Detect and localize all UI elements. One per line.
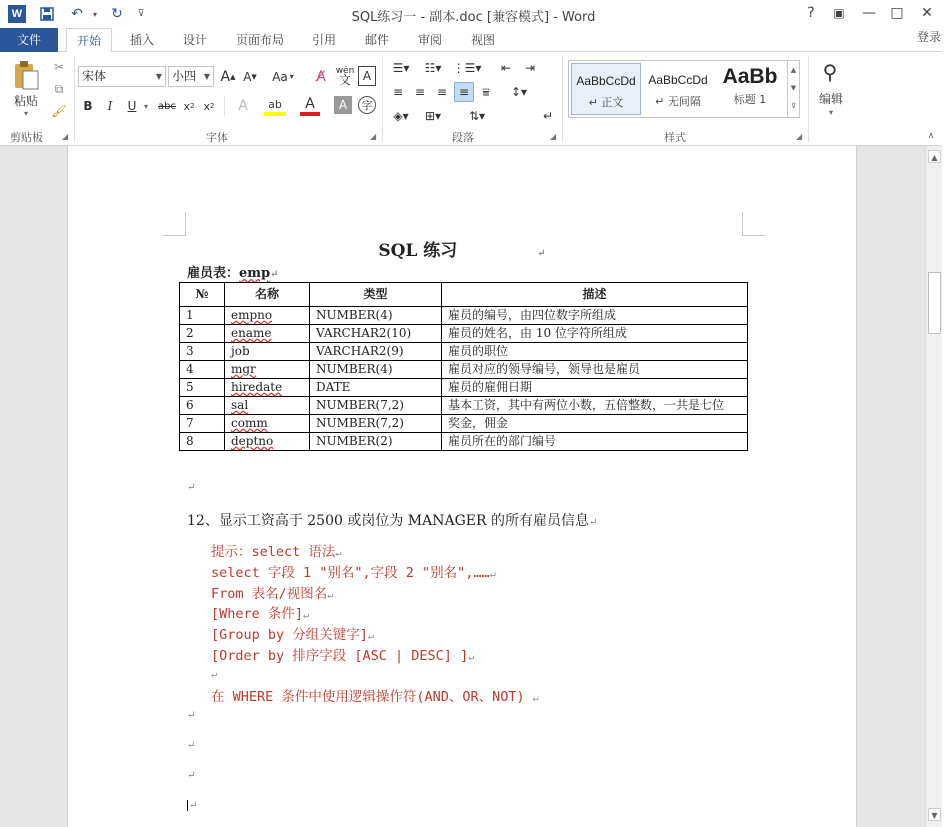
bullets-icon[interactable]: ☰▾ [392,61,410,75]
help-button[interactable]: ? [807,5,815,21]
tab-mailings[interactable]: 邮件 [365,33,390,47]
redo-icon[interactable]: ↻ [111,6,123,22]
underline-icon[interactable]: U [127,99,137,113]
style-preview: AaBb [722,65,778,88]
table-cell [225,307,310,325]
chevron-down-icon: ▼ [203,72,210,81]
emp-table [179,282,748,451]
hint-text: [Order by 排序字段 [ASC | DESC] ] [211,648,469,664]
hint-line [211,602,309,622]
cut-icon[interactable]: ✂ [53,60,65,74]
paragraph-mark: ↵ [537,248,546,259]
empty-paragraph: ↵ [187,740,196,751]
distributed-icon[interactable]: ⩸ [482,84,490,99]
table-row [180,307,748,325]
table-caption-name: emp [239,266,271,281]
align-left-icon[interactable]: ≡ [392,85,404,99]
font-size-value: 小四 [172,69,197,83]
cell-text: NUMBER(7,2) [316,398,404,412]
separator [224,96,225,116]
table-row [180,325,748,343]
superscript-icon[interactable]: x 2 [203,99,215,113]
table-header-row [180,283,748,307]
hint-line [211,623,374,643]
cell-text: NUMBER(2) [316,434,393,448]
empty-paragraph: ↵ [187,710,196,721]
table-cell [310,379,442,397]
table-row [180,397,748,415]
scroll-thumb[interactable] [928,272,941,334]
tab-home[interactable]: 开始 [66,28,112,53]
character-border-icon[interactable]: A [358,66,376,86]
font-size-combo[interactable] [168,66,214,87]
table-row [180,415,748,433]
table-cell [225,415,310,433]
scroll-down-icon[interactable]: ▼ [928,808,941,821]
text-cursor: ↵ [189,800,198,811]
hint-line [211,644,474,664]
change-case-button[interactable]: Aa ▾ [272,69,294,84]
numbering-icon[interactable]: ☷▾ [424,61,442,75]
show-marks-icon[interactable]: ↵ [542,109,554,123]
table-cell [442,361,748,379]
cell-text: NUMBER(4) [316,362,393,376]
cell-text: 雇员对应的领导编号，领导也是雇员 [448,362,641,376]
chevron-down-icon: ▼ [155,72,162,81]
borders-icon[interactable]: ⊞▾ [424,109,442,123]
cell-text: 类型 [363,287,388,301]
cell-text: 描述 [582,287,607,301]
table-cell [180,379,225,397]
table-row [180,343,748,361]
tab-references[interactable]: 引用 [312,33,337,47]
binoculars-icon[interactable]: ⚲ [822,60,838,84]
decrease-indent-icon[interactable]: ⇤ [500,61,512,75]
font-launcher-icon[interactable]: ◢ [370,132,377,141]
clipboard-launcher-icon[interactable]: ◢ [62,132,69,141]
table-cell [180,415,225,433]
table-cell [180,361,225,379]
empty-paragraph: ↵ [187,482,196,493]
table-cell [310,307,442,325]
hint-line [211,685,539,705]
bold-icon[interactable]: B [83,99,93,113]
multilevel-list-icon[interactable]: ⋮☰▾ [452,61,482,75]
highlight-icon[interactable]: ab [264,96,286,116]
cell-text: VARCHAR2(9) [316,344,404,358]
hint-line [211,561,496,581]
vertical-scrollbar[interactable] [925,146,942,827]
ribbon-display-options-button[interactable]: ▣ [833,6,845,20]
undo-dropdown-icon[interactable]: ▾ [92,9,97,19]
editing-dropdown-icon[interactable]: ▾ [828,107,833,117]
scroll-up-icon[interactable]: ▲ [928,150,941,163]
table-caption-text: 雇员表： [187,266,240,281]
table-cell [225,433,310,451]
table-caption [187,262,279,281]
paste-dropdown-icon[interactable]: ▾ [23,108,28,118]
table-cell [442,415,748,433]
collapse-ribbon-icon[interactable]: ∧ [927,131,935,141]
cell-text: sal [231,398,249,412]
table-cell [442,379,748,397]
table-row [180,361,748,379]
document-page[interactable] [67,146,857,827]
hint-text: select 字段 1 "别名",字段 2 "别名",…… [211,565,490,581]
table-header [442,283,748,307]
table-cell [442,397,748,415]
table-cell [310,415,442,433]
sort-icon[interactable]: ⇅▾ [468,109,486,123]
group-divider [382,56,383,142]
group-divider [562,56,563,142]
strikethrough-icon[interactable]: abc [158,100,176,112]
crop-mark-top-right [742,212,766,236]
table-cell [225,325,310,343]
table-cell [180,343,225,361]
paragraph-mark: ↵ [589,517,598,528]
window-title: SQL练习一 - 副本.doc [兼容模式] - Word [351,10,596,25]
hint-line [211,582,333,602]
paragraph-mark: ↵ [489,569,496,580]
cell-text: 6 [186,398,194,412]
table-row [180,379,748,397]
close-button[interactable]: ✕ [921,5,933,21]
clear-formatting-icon[interactable]: A̸ [316,68,326,85]
style-preview: AaBbCcDd [648,73,708,87]
paragraph-mark: ↵ [303,610,310,621]
paragraph-mark: ↵ [367,631,374,642]
cell-text: 雇员所在的部门编号 [448,434,557,448]
table-cell [225,379,310,397]
cell-text: 雇员的职位 [448,344,509,358]
cell-text: job [231,344,250,358]
cell-text: mgr [231,362,256,376]
crop-mark-top-left [162,212,186,236]
table-cell [310,325,442,343]
tab-design[interactable]: 设计 [183,33,208,47]
title-bar [0,0,947,28]
paragraph-mark: ↵ [532,693,539,704]
styles-scroll[interactable]: ▲ ▼ ⊽ [787,61,799,117]
format-painter-icon[interactable]: 🖌 [51,104,67,118]
style-heading-1[interactable] [715,63,785,115]
cell-text: 8 [186,434,194,448]
table-header [310,283,442,307]
table-cell [310,343,442,361]
cell-text: 雇员的编号，由四位数字所组成 [448,308,617,322]
hint-text: 在 WHERE 条件中使用逻辑操作符(AND、OR、NOT) [211,689,525,705]
style-name: 标题 1 [733,93,767,106]
underline-dropdown-icon[interactable]: ▾ [143,101,148,111]
hint-line [211,665,217,681]
ribbon-tabs [0,28,947,52]
paragraph-mark: ↵ [270,269,279,280]
tab-insert[interactable]: 插入 [130,33,155,47]
shading-icon[interactable]: ◈▾ [393,109,409,123]
align-center-icon[interactable]: ≡ [414,85,426,99]
group-divider [808,56,809,142]
cell-text: 5 [186,380,194,394]
styles-launcher-icon[interactable]: ◢ [796,132,803,141]
paragraph-mark: ↵ [335,548,342,559]
cell-text: ename [231,326,272,340]
cell-text: hiredate [231,380,283,394]
shrink-font-icon[interactable]: A ▼ [243,69,257,84]
cell-text: deptno [231,434,274,448]
change-case-label: Aa [272,69,288,84]
style-no-spacing[interactable] [643,63,713,115]
tab-view[interactable]: 视图 [471,33,496,47]
tab-review[interactable]: 审阅 [418,33,443,47]
table-cell [310,433,442,451]
text-effects-icon[interactable]: A [238,98,248,114]
clipboard-group-label: 剪贴板 [10,131,43,144]
character-shading-icon[interactable]: A [334,96,352,114]
table-cell [442,343,748,361]
minimize-button[interactable]: — [862,5,876,21]
cell-text: DATE [316,380,351,394]
table-cell [180,325,225,343]
subscript-icon[interactable]: x 2 [183,99,195,113]
cell-text: NUMBER(4) [316,308,393,322]
cell-text: 7 [186,416,194,430]
cell-text: 雇员的姓名，由 10 位字符所组成 [448,326,627,340]
table-cell [225,343,310,361]
table-cell [180,307,225,325]
cell-text: 奖金，佣金 [448,416,509,430]
enclose-characters-icon[interactable]: 字 [358,96,376,114]
style-normal[interactable] [571,63,641,115]
cell-text: № [195,287,209,301]
style-name: ↵ 正文 [588,96,624,109]
paste-icon[interactable] [10,58,42,92]
align-right-icon[interactable]: ≡ [436,85,448,99]
document-title [68,236,856,261]
font-color-icon[interactable]: A [300,96,320,116]
justify-icon[interactable]: ≡ [454,82,474,102]
hint-text: [Group by 分组关键字] [211,627,368,643]
font-group-label: 字体 [206,131,228,144]
document-title-text: SQL 练习 [378,241,458,261]
cell-text: empno [231,308,273,322]
table-row [180,433,748,451]
cell-text: comm [231,416,268,430]
font-name-combo[interactable] [78,66,166,87]
sign-in-link[interactable]: 登录 [916,30,941,44]
styles-group-label: 样式 [664,131,686,144]
copy-icon[interactable]: ⧉ [54,81,64,96]
window-frame [942,28,947,827]
group-divider [74,56,75,142]
phonetic-guide-icon[interactable]: wén 文 [335,66,355,87]
table-cell [225,361,310,379]
cell-text: 2 [186,326,194,340]
table-cell [180,397,225,415]
grow-font-icon[interactable]: A ▲ [220,68,236,85]
question-text [187,510,597,530]
table-cell [310,361,442,379]
phonetic-guide-label: wén [335,66,355,76]
table-header [225,283,310,307]
style-name: ↵ 无间隔 [655,95,701,108]
cell-text: 4 [186,362,194,376]
paragraph-mark: ↵ [327,590,334,601]
tab-file[interactable]: 文件 [0,28,58,52]
line-spacing-icon[interactable]: ↕▾ [510,85,528,99]
hint-line [211,540,341,560]
ribbon [0,52,947,146]
cell-text: 雇员的雇佣日期 [448,380,533,394]
paste-button[interactable]: 粘贴 [13,93,38,108]
customize-qat-icon[interactable]: ⊽ [137,9,145,19]
question-text-content: 12、显示工资高于 2500 或岗位为 MANAGER 的所有雇员信息 [187,513,589,529]
increase-indent-icon[interactable]: ⇥ [524,61,536,75]
cell-text: 名称 [254,287,279,301]
cell-text: 3 [186,344,194,358]
style-preview: AaBbCcDd [576,74,636,88]
cell-text: NUMBER(7,2) [316,416,404,430]
paragraph-mark: ↵ [211,669,218,680]
table-cell [180,433,225,451]
hint-text: From 表名/视图名 [211,586,328,602]
cell-text: 基本工资，其中有两位小数，五倍整数，一共是七位 [448,398,725,412]
hint-text: 提示：select 语法 [211,544,336,560]
undo-icon[interactable]: ↶ [71,6,83,22]
empty-paragraph: ↵ [187,770,196,781]
paragraph-mark: ↵ [468,652,475,663]
table-header [180,283,225,307]
paragraph-group-label: 段落 [452,131,474,144]
cell-text: VARCHAR2(10) [316,326,412,340]
table-cell [442,307,748,325]
tab-page-layout[interactable]: 页面布局 [236,33,285,47]
table-cell [225,397,310,415]
paragraph-launcher-icon[interactable]: ◢ [550,132,557,141]
cell-text: 1 [186,308,194,322]
document-area [0,146,925,827]
italic-icon[interactable]: I [107,99,113,113]
styles-gallery [568,60,800,118]
maximize-button[interactable]: □ [890,5,904,21]
editing-button[interactable]: 编辑 [818,91,843,106]
font-name-value: 宋体 [82,69,107,83]
table-cell [442,433,748,451]
table-cell [310,397,442,415]
hint-text: [Where 条件] [211,606,304,622]
table-cell [442,325,748,343]
word-logo-icon[interactable]: W [8,5,26,23]
